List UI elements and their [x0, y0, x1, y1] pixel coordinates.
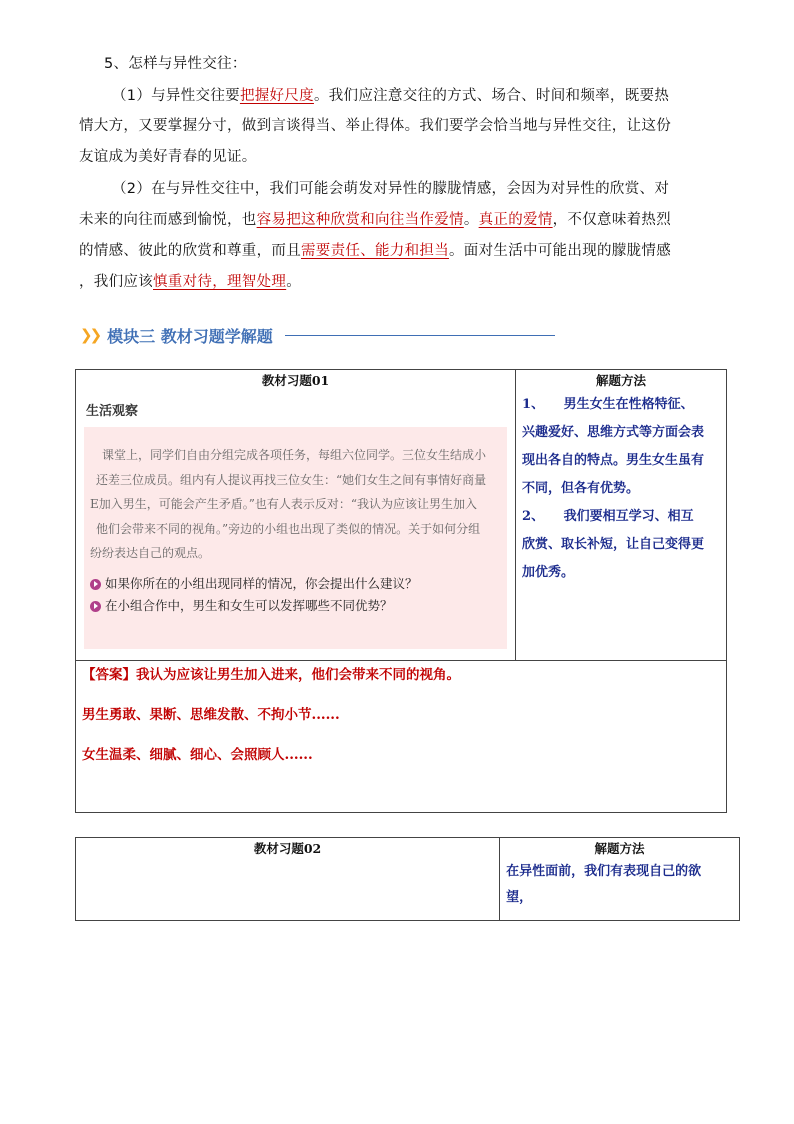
image-question-text: 在小组合作中，男生和女生可以发挥哪些不同优势？ [105, 598, 393, 613]
exercise-1-method-title: 解题方法 [596, 373, 647, 388]
p2-highlight-2: 真正的爱情 [478, 212, 553, 228]
exercise-1-question-cell [76, 370, 516, 661]
method-line: 现出各自的特点。男生女生虽有 [522, 453, 705, 468]
module-heading [80, 322, 555, 348]
image-text-line: 还差三位成员。组内有人提议再找三位女生：“她们女生之间有事情好商量 [96, 472, 487, 487]
paragraph-1-line-2: 情大方，又要掌握分寸，做到言谈得当、举止得体。我们要学会恰当地与异性交往，让这份 [79, 118, 671, 134]
paragraph-1-line-1 [112, 81, 669, 111]
module-title: 模块三 教材习题学解题 [107, 326, 273, 346]
method-line: 欣赏、取长补短，让自己变得更 [522, 537, 705, 552]
paragraph-2-line-3 [79, 236, 671, 266]
p2-text-e: 。面对生活中可能出现的朦胧情感 [449, 243, 671, 259]
p2-text-b: 。 [463, 212, 479, 228]
paragraph-2-line-4 [79, 267, 301, 297]
method-line: 2、 我们要相互学习、相互 [522, 509, 694, 524]
paragraph-1-line-3: 友谊成为美好青春的见证。 [79, 149, 257, 165]
textbook-image [84, 427, 507, 649]
answer-line: 男生勇敢、果断、思维发散、不拘小节...... [82, 707, 340, 723]
image-text-line: 课堂上，同学们自由分组完成各项任务，每组六位同学。三位女生结成小 [102, 448, 487, 462]
play-bullet-icon [90, 601, 101, 612]
p2-text-f: ，我们应该 [79, 274, 153, 290]
answer-line: 女生温柔、细腻、细心、会照顾人...... [82, 747, 313, 763]
exercise-1-answer-cell [76, 661, 727, 813]
exercise-1-method-body [516, 391, 726, 587]
p2-highlight-1: 容易把这种欣赏和向往当作爱情 [256, 212, 464, 228]
exercise-2-table [75, 837, 740, 921]
exercise-2-method-cell [500, 838, 740, 921]
module-divider [285, 335, 555, 336]
image-text-line: E加入男生，可能会产生矛盾。”也有人表示反对：“我认为应该让男生加入 [90, 497, 478, 511]
section-heading: 5、怎样与异性交往： [104, 56, 247, 72]
method-line: 兴趣爱好、思维方式等方面会表 [522, 425, 705, 440]
method-line: 望， [506, 890, 533, 905]
image-caption: 生活观察 [86, 404, 139, 419]
p2-text-d: 的情感、彼此的欣赏和尊重，而且 [79, 243, 301, 259]
exercise-1-title: 教材习题01 [261, 373, 330, 388]
paragraph-2-line-2 [79, 205, 671, 235]
method-line: 加优秀。 [522, 565, 575, 580]
method-line: 不同，但各有优势。 [522, 481, 640, 496]
method-line: 1、 男生女生在性格特征、 [522, 397, 694, 412]
image-text-block [90, 443, 486, 566]
image-questions [90, 573, 418, 617]
p1-text-a: （1）与异性交往要 [112, 88, 240, 104]
method-line: 在异性面前，我们有表现自己的欲 [506, 864, 702, 879]
exercise-2-method-title: 解题方法 [594, 841, 645, 856]
play-bullet-icon [90, 579, 101, 590]
p1-highlight-1: 把握好尺度 [239, 88, 314, 104]
exercise-2-method-body [500, 859, 739, 911]
p2-text-g: 。 [286, 274, 302, 290]
p2-text-c: ，不仅意味着热烈 [552, 212, 672, 228]
image-text-line: 他们会带来不同的视角。”旁边的小组也出现了类似的情况。关于如何分组 [96, 521, 481, 536]
p1-text-b: 。我们应注意交往的方式、场合、时间和频率，既要热 [313, 88, 670, 104]
p2-highlight-3: 需要责任、能力和担当 [301, 243, 449, 259]
exercise-1-table [75, 369, 727, 813]
image-question [90, 595, 418, 617]
answer-block [76, 661, 726, 767]
image-question-text: 如果你所在的小组出现同样的情况，你会提出什么建议？ [105, 576, 418, 591]
p2-text-a: 未来的向往而感到愉悦，也 [79, 212, 257, 228]
exercise-1-method-cell [516, 370, 727, 661]
answer-line: 【答案】我认为应该让男生加入进来，他们会带来不同的视角。 [82, 667, 460, 683]
exercise-2-question-cell [76, 838, 500, 921]
image-text-line: 纷纷表达自己的观点。 [90, 546, 211, 560]
exercise-2-title: 教材习题02 [253, 841, 322, 856]
p2-highlight-4: 慎重对待，理智处理 [153, 274, 287, 290]
image-question [90, 573, 418, 595]
paragraph-2-line-1: （2）在与异性交往中，我们可能会萌发对异性的朦胧情感，会因为对异性的欣赏、对 [112, 181, 670, 197]
double-chevron-icon: ❯❯ [80, 326, 100, 344]
